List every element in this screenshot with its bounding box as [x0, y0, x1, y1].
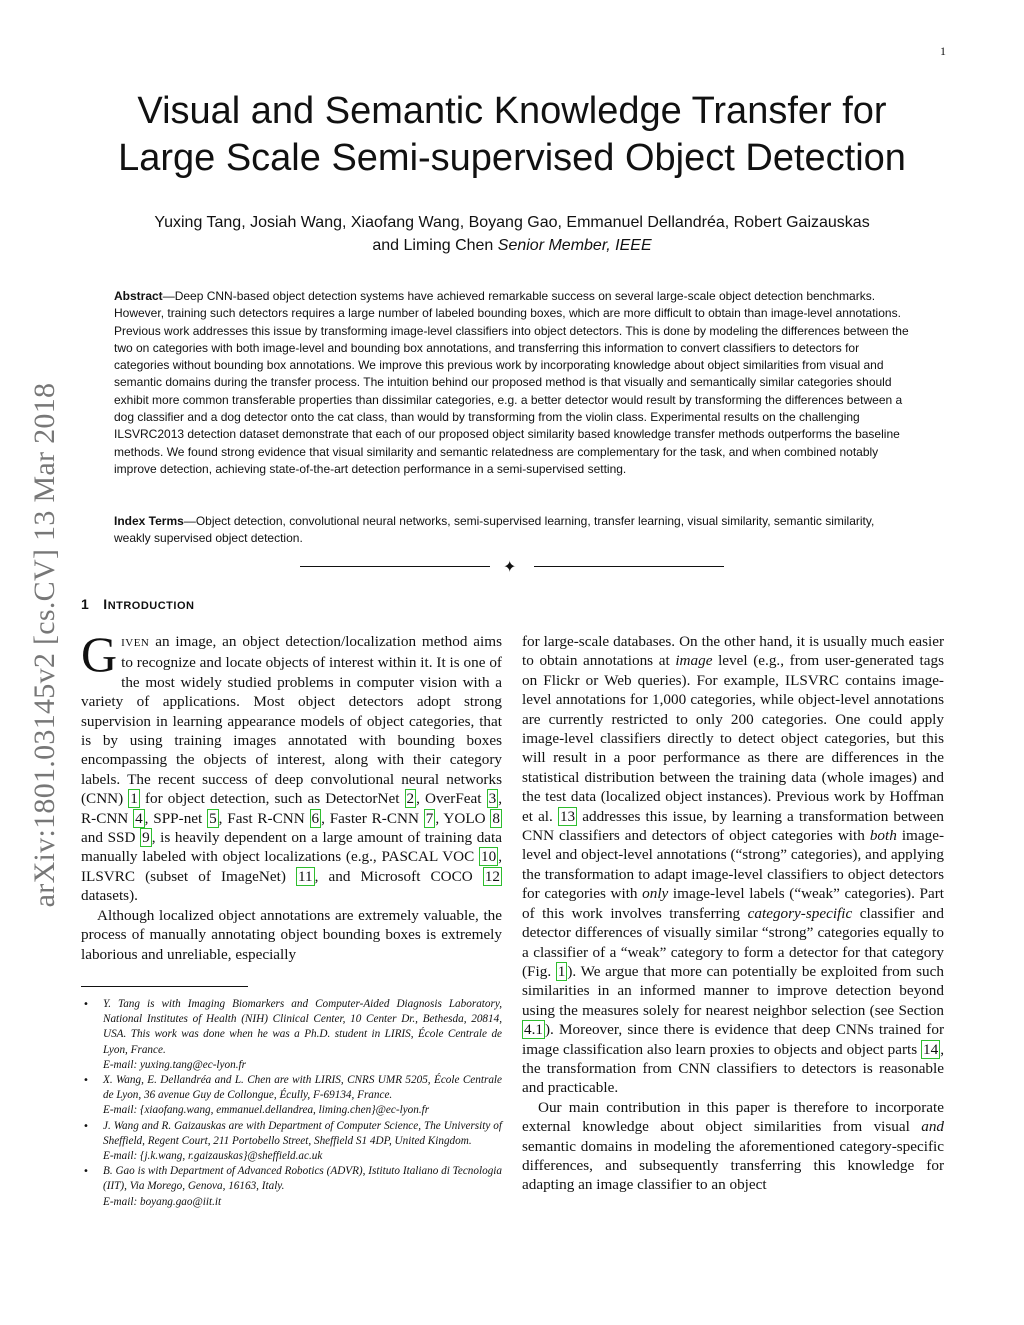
text-run: , R-CNN — [81, 790, 502, 827]
intro-paragraph-1 — [81, 626, 502, 906]
text-run: addresses this issue, by learning a transformation between CNN classifiers and detectors of object categories with — [522, 807, 944, 845]
intro-paragraph-3 — [522, 632, 944, 1098]
citation-link[interactable]: 4 — [135, 809, 143, 827]
left-column — [81, 626, 502, 964]
abstract-text: —Deep CNN-based object detection systems have achieved remarkable success on several large-scale object detection benchmarks. However, training such detectors requires a large number of labeled bounding boxes, which are more difficult to obtain than image-level annotations. Previous work addresses this issue by transforming image-level classifiers into object detectors. This is done by modeling the differences between the two on categories with both image-level and bounding box annotations, and transferring this information to convert classifiers to detectors for categories without bounding box annotations. We improve this previous work by incorporating knowledge about object similarities from visual and semantic domains during the transfer process. The intuition behind our proposed method is that visually and semantically similar categories should exhibit more common transferable properties than dissimilar categories, e.g. a better detector would result by transforming the differences between a dog classifier and a dog detector onto the cat class, than would by transforming from the violin class. Experimental results on the challenging ILSVRC2013 detection dataset demonstrate that each of our proposed object similarity based knowledge transfer methods outperforms the baseline methods. We found strong evidence that visual similarity and semantic relatedness are complementary for the task, and when combined notably improve detection, achieving state-of-the-art detection performance in a semi-supervised setting. — [114, 289, 909, 476]
text-run: Our main contribution in this paper is therefore to incorporate external knowledge about object similarities from visual — [522, 1098, 944, 1136]
text-run: for object detection, such as DetectorNet — [139, 790, 405, 808]
title-line-2: Large Scale Semi-supervised Object Detection — [118, 137, 906, 179]
text-run: level (e.g., from user-generated tags on Flickr or Web queries). For example, ILSVRC contains image-level annotations for 1,000 categories, while object-level annotations are currently restricted to only 200 categories. One could apply image-level classifiers directly to detect object categories, but this will result in a poor performance as there are differences in the statistical distribution between the training data (whole images) and the test data (localized object instances). Previous work by Hoffman et al. — [522, 652, 944, 825]
footnote-affiliation: B. Gao is with Department of Advanced Robotics (ADVR), Istituto Italiano di Tecnologia (IIT), Via Morego, Genova, 16163, Italy. — [103, 1165, 502, 1193]
text-run: , is heavily dependent on a large amount of training data manually labeled with object localizations (e.g., PASCAL VOC — [81, 829, 502, 866]
text-run: image-level and object-level annotations (“strong” categories), and applying the transformation to adapt image-level classifiers to object detectors for categories with — [522, 827, 945, 903]
text-run: ). We argue that more can potentially be exploited from such similarities in an informed manner to improve detection beyond using the measures solely for nearest neighbor selection (see Section — [522, 962, 944, 1019]
section-initial: I — [103, 596, 108, 612]
emphasis: only — [642, 885, 669, 903]
text-run: , SPP-net — [144, 809, 208, 827]
footnote-rule — [81, 986, 248, 987]
footnote-item — [81, 1073, 502, 1119]
citation-link[interactable]: 2 — [406, 790, 415, 808]
text-run: ). Moreover, since there is evidence that deep CNNs trained for image classification also learn proxies to objects and object parts — [522, 1021, 944, 1058]
text-run: and SSD — [81, 829, 141, 847]
abstract — [114, 288, 910, 478]
text-run: image-level labels (“weak” categories). Part of this work involves transferring — [522, 885, 944, 922]
citation-link[interactable]: 7 — [425, 809, 434, 827]
arxiv-id: arXiv:1801.03145v2 [cs.CV] 13 Mar 2018 — [28, 382, 61, 908]
separator-line-left — [300, 566, 490, 567]
citation-link[interactable]: 3 — [488, 790, 497, 808]
right-column — [522, 632, 944, 1195]
citation-link[interactable]: 8 — [492, 809, 500, 827]
text-run: semantic domains in modeling the aforementioned category-specific differences, and subsequently transferring this knowledge for adapting an image classifier to an object — [522, 1137, 944, 1194]
footnote-email: E-mail: {j.k.wang, r.gaizauskas}@sheffield.ac.uk — [103, 1150, 323, 1163]
bullet-icon: • — [83, 1120, 89, 1132]
text-run: an image, an object detection/localization method aims to recognize and locate objects of interest within it. It is one of the most widely studied problems in computer vision with a variety of applications. Most object detectors adopt strong supervision in learning appearance models of object categories, that is by using training images annotated with bounding boxes encompassing the objects of interest, along with their category labels. The recent success of deep convolutional neural networks (CNN) — [81, 633, 502, 808]
emphasis: and — [921, 1118, 944, 1136]
text-run: datasets). — [81, 887, 138, 905]
text-run: , ILSVRC (subset of ImageNet) — [81, 848, 502, 885]
abstract-label: Abstract — [114, 289, 163, 303]
bullet-icon: • — [83, 999, 89, 1010]
bullet-icon: • — [83, 1166, 89, 1178]
authors-line-2-plain: and Liming Chen — [372, 237, 498, 254]
affiliation-footnotes — [81, 997, 502, 1210]
footnote-email: E-mail: yuxing.tang@ec-lyon.fr — [103, 1058, 246, 1071]
text-run: for large-scale databases. On the other hand, it is usually much easier to obtain annotations at — [522, 633, 944, 670]
citation-link[interactable]: 10 — [481, 848, 497, 866]
citation-link[interactable]: 9 — [142, 829, 150, 847]
index-terms — [114, 513, 910, 548]
title-line-1: Visual and Semantic Knowledge Transfer for — [137, 90, 887, 132]
text-run: , Faster R-CNN — [321, 809, 424, 827]
author-list — [80, 211, 944, 257]
paper-title — [80, 88, 944, 182]
footnote-item — [81, 1164, 502, 1210]
section-title-rest: NTRODUCTION — [107, 600, 195, 612]
text-run: classifier and detector differences of visually similar “strong” categories equally to a classifier of a “weak” category to form a detector for that category (Fig. — [522, 904, 944, 980]
emphasis: image — [675, 652, 713, 670]
text-run: , Fast R-CNN — [218, 809, 310, 827]
page-number: 1 — [940, 44, 946, 58]
citation-link[interactable]: 12 — [484, 867, 500, 885]
index-terms-text: —Object detection, convolutional neural networks, semi-supervised learning, transfer learning, visual similarity, semantic similarity, weakly supervised object detection. — [114, 514, 875, 546]
figure-link[interactable]: 1 — [557, 962, 566, 980]
text-run: , OverFeat — [416, 790, 487, 808]
footnote-affiliation: Y. Tang is with Imaging Biomarkers and Computer-Aided Diagnosis Laboratory, National Institutes of Health (NIH) Clinical Center, 10 Center Dr., Bethesda, 20814, USA. This work was done when he was a Ph.D. student in LIRIS, École Centrale de Lyon, France. — [103, 998, 502, 1056]
footnote-email: E-mail: {xiaofang.wang, emmanuel.dellandrea, liming.chen}@ec-lyon.fr — [103, 1104, 430, 1117]
citation-link[interactable]: 11 — [298, 867, 313, 885]
section-heading-introduction — [81, 596, 194, 612]
footnote-affiliation: J. Wang and R. Gaizauskas are with Department of Computer Science, The University of Sheffield, Regent Court, 211 Portobello Street, Sheffield S1 4DP, United Kingdom. — [103, 1119, 502, 1147]
text-run: , YOLO — [435, 809, 491, 827]
authors-line-2 — [80, 234, 944, 257]
index-terms-label: Index Terms — [114, 514, 184, 528]
emphasis: category-specific — [747, 904, 853, 922]
citation-link[interactable]: 5 — [209, 809, 217, 827]
citation-link[interactable]: 6 — [311, 809, 320, 827]
author-membership: Senior Member, IEEE — [497, 237, 652, 254]
drop-cap: G — [81, 626, 118, 682]
footnote-affiliation: X. Wang, E. Dellandréa and L. Chen are with LIRIS, CNRS UMR 5205, École Centrale de Lyon, 36 avenue Guy de Collongue, Écully, F-69134, France. — [103, 1074, 502, 1102]
authors-line-1: Yuxing Tang, Josiah Wang, Xiaofang Wang, Boyang Gao, Emmanuel Dellandréa, Robert Gaizauskas — [154, 214, 870, 231]
text-run: , the transformation from CNN classifiers to detectors is reasonable and practicable. — [522, 1040, 944, 1097]
smallcaps-lead: IVEN — [121, 637, 150, 649]
separator-line-right — [534, 566, 724, 567]
separator-diamond-icon: ✦ — [503, 557, 517, 576]
section-separator — [300, 557, 724, 577]
text-run: , and Microsoft COCO — [314, 867, 483, 885]
section-number: 1 — [81, 596, 90, 612]
footnote-email: E-mail: boyang.gao@iit.it — [103, 1195, 222, 1208]
section-link[interactable]: 4.1 — [524, 1021, 543, 1039]
emphasis: both — [869, 827, 897, 845]
intro-paragraph-4 — [522, 1098, 944, 1195]
bullet-icon: • — [83, 1075, 89, 1087]
footnote-item — [81, 1119, 502, 1165]
intro-paragraph-2: Although localized object annotations are extremely valuable, the process of manually annotating object bounding boxes is extremely laborious and unreliable, especially — [81, 906, 502, 963]
footnote-item — [81, 997, 502, 1073]
citation-link[interactable]: 1 — [130, 790, 138, 808]
citation-link[interactable]: 13 — [559, 807, 576, 825]
citation-link[interactable]: 14 — [923, 1040, 939, 1058]
